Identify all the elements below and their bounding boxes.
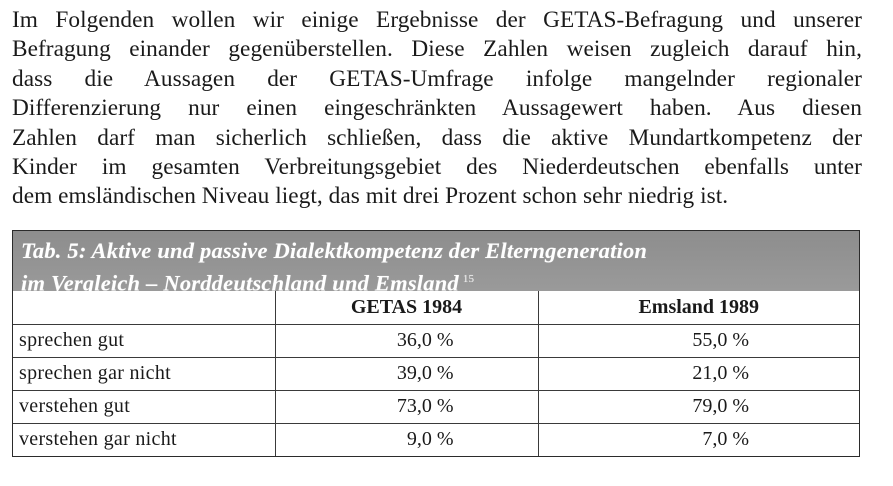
footnote-mark: 15: [462, 273, 475, 285]
paragraph-line: dass die Aussagen der GETAS-Umfrage infolge mangelnder regionaler: [12, 65, 862, 92]
row-label: verstehen gut: [13, 390, 275, 423]
table-header-cell: Emsland 1989: [538, 291, 859, 324]
row-label: sprechen gut: [13, 324, 275, 357]
table-row: [13, 423, 859, 456]
emsland-value: 55,0 %: [538, 324, 859, 357]
table-row: [13, 390, 859, 423]
paragraph-line: dem emsländischen Niveau liegt, das mit drei Prozent schon sehr niedrig ist.: [12, 183, 729, 210]
emsland-value: 7,0 %: [538, 423, 859, 456]
emsland-value: 21,0 %: [538, 357, 859, 390]
comparison-table-block: [12, 230, 860, 457]
getas-value: 39,0 %: [275, 357, 538, 390]
row-label: verstehen gar nicht: [13, 423, 275, 456]
paragraph-line: Im Folgenden wollen wir einige Ergebnisse der GETAS-Befragung und unserer: [12, 7, 862, 33]
getas-value: 73,0 %: [275, 390, 538, 423]
comparison-table: [13, 291, 859, 456]
row-label: sprechen gar nicht: [13, 357, 275, 390]
table-caption-text: im Vergleich – Norddeutschland und Emsland: [21, 270, 459, 296]
getas-value: 9,0 %: [275, 423, 538, 456]
table-caption-line: Tab. 5: Aktive und passive Dialektkompetenz der Elterngeneration: [21, 238, 648, 263]
paragraph-line: Differenzierung nur einen eingeschränkten Aussagewert haben. Aus diesen: [12, 95, 862, 122]
getas-value: 36,0 %: [275, 324, 538, 357]
document-page: [12, 6, 862, 451]
paragraph-line: Kinder im gesamten Verbreitungsgebiet des Niederdeutschen ebenfalls unter: [12, 154, 862, 181]
table-row: [13, 357, 859, 390]
table-row: [13, 324, 859, 357]
table-caption: [13, 231, 859, 296]
paragraph-line: Zahlen darf man sicherlich schließen, dass die aktive Mundartkompetenz der: [12, 124, 862, 151]
paragraph-line: Befragung einander gegenüberstellen. Diese Zahlen weisen zugleich darauf hin,: [12, 36, 862, 63]
emsland-value: 79,0 %: [538, 390, 859, 423]
body-paragraph: [12, 6, 862, 212]
table-header-cell: GETAS 1984: [275, 291, 538, 324]
